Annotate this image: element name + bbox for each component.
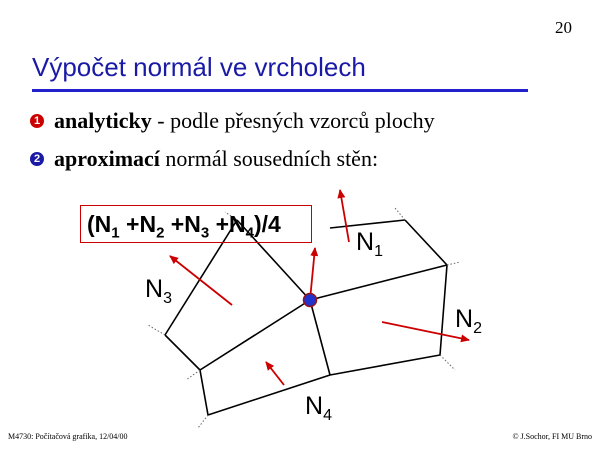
bullet-1-icon: 1: [30, 114, 44, 128]
normal-arrow-n1: [340, 190, 349, 242]
mesh-edges: [165, 220, 447, 415]
normal-arrow-n4: [266, 362, 284, 385]
bullet-2-icon: 2: [30, 152, 44, 166]
average-normal-arrow: [310, 248, 315, 300]
footer-copyright: © J.Sochor, FI MU Brno: [512, 432, 592, 441]
page-number: 20: [555, 18, 572, 37]
shared-vertex: [304, 294, 317, 307]
label-n2: $N_2$: [455, 305, 482, 337]
slide-title: Výpočet normál ve vrcholech: [32, 52, 366, 82]
label-n3: $N_3$: [145, 275, 172, 307]
label-n4: $N_4$: [305, 392, 332, 424]
item-1-text: - podle přesných vzorců plochy: [151, 108, 435, 133]
footer-course: M4730: Počítačová grafika, 12/04/00: [8, 432, 128, 441]
normal-arrow-n3: [170, 256, 232, 305]
item-2-text: normál sousedních stěn:: [159, 146, 379, 171]
label-n1: $N_1$: [356, 228, 383, 260]
item-2-bold: aproximací: [54, 146, 160, 171]
item-1-bold: analyticky: [54, 108, 152, 133]
normal-average-formula: $(N_1 +N_2 +N_3 +N_4)/4$: [80, 205, 312, 243]
